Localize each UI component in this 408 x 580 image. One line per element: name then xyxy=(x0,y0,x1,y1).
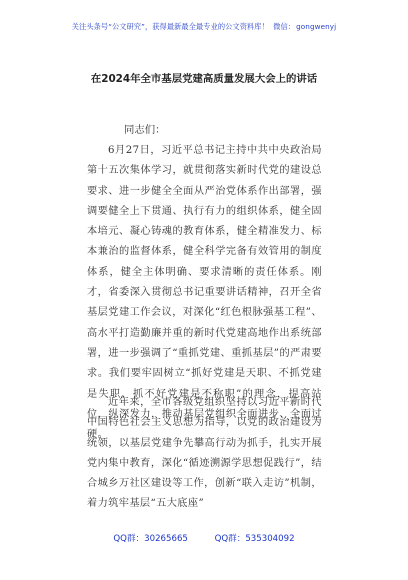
document-title: 在2024年全市基层党建高质量发展大会上的讲话 xyxy=(90,73,318,85)
header-banner xyxy=(0,22,408,32)
footer-qq-group-1: QQ群：30265665 xyxy=(113,534,188,544)
salutation: 同志们： xyxy=(124,124,166,136)
banner-promo-text: 关注头条号“公文研究”，获得最新最全最专业的公文资料库！ xyxy=(71,22,269,31)
banner-wechat-label: 微信： xyxy=(273,22,296,31)
footer-qq-groups xyxy=(0,532,408,544)
banner-wechat-id: gongwenyj xyxy=(296,22,337,31)
body-paragraph-2: 近年来，全市各级党组织坚持以习近平新时代中国特色社会主义思想为指导，以党的政治建设为统领，以基层党建争先攀高行动为抓手，扎实开展党内集中教育，深化“循迹溯源学思想促践行”，结合城乡万社区建设等工作，创新“联入走访”机制，着力筑牢基层“五大底座” xyxy=(87,397,322,510)
footer-qq-group-2: QQ群：535304092 xyxy=(214,534,295,544)
body-paragraph-1: 6月27日，习近平总书记主持中共中央政治局第十五次集体学习，就贯彻落实新时代党的建设总要求、进一步健全全面从严治党体系作出部署，强调要健全上下贯通、执行有力的组织体系，健全固本培元、凝心铸魂的教育体系，健全精准发力、标本兼治的监督体系，健全科学完备有效管用的制度体系，健全主体明确、要求清晰的责任体系。刚才，省委深入贯彻总书记重要讲话精神，召开全省基层党建工作会议，对深化“红色根脉强基工程”、高水平打造勤廉并重的新时代党建高地作出系统部署，进一步强调了“重抓党建、重抓基层”的严肃要求。我们要牢固树立“抓好党建是天职、不抓党建是失职、抓不好党建是不称职”的理念，提高站位，纵深发力，推动基层党组织全面进步、全面过硬。 xyxy=(87,145,322,441)
